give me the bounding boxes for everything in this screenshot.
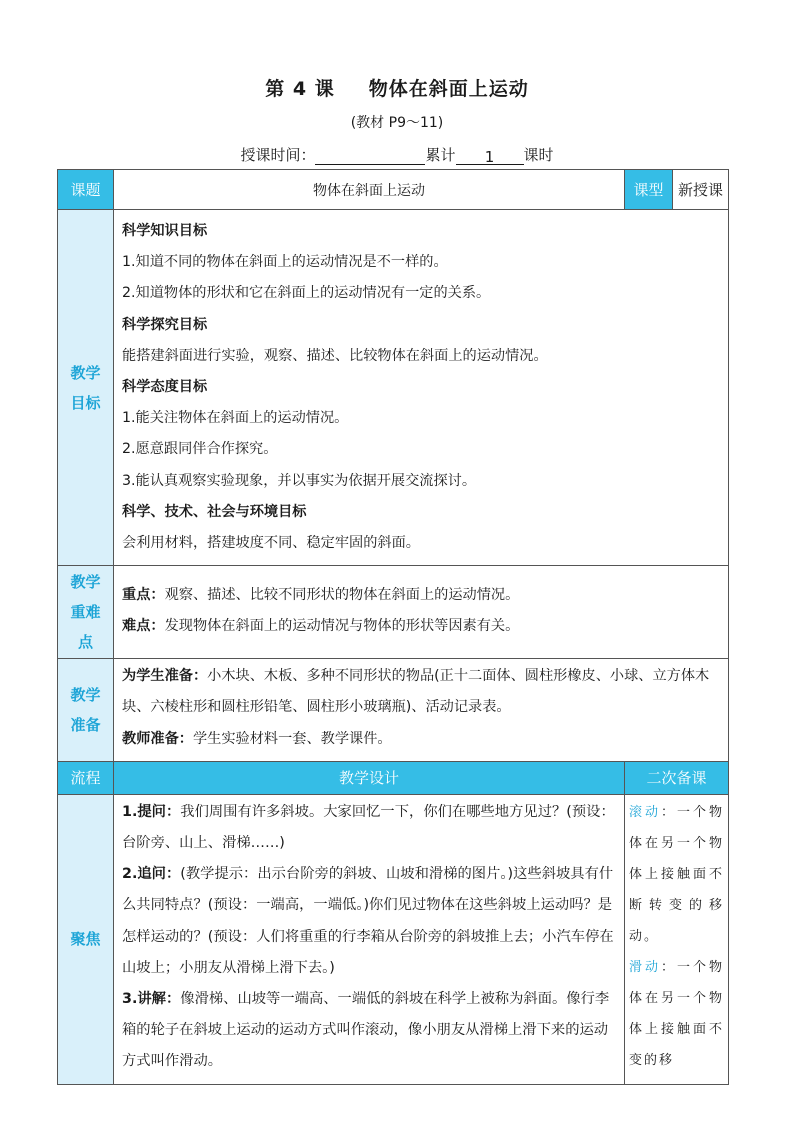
focus-explanation-text: 像滑梯、山坡等一端高、一端低的斜坡在科学上被称为斜面。像行李箱的轮子在斜坡上运动的运动方式叫作滚动，像小朋友从滑梯上滑下来的运动方式叫作滑动。 (122, 991, 610, 1070)
key-points-label-line3: 点 (77, 633, 93, 652)
lesson-type-label: 课型 (625, 170, 673, 210)
preparation-label-line1: 教学 (70, 686, 101, 705)
note-rolling-text: ：一个物体在另一个物体上接触面不断转变的移动。 (629, 804, 724, 944)
difficult-point-text: 发现物体在斜面上的运动情况与物体的形状等因素有关。 (164, 618, 520, 635)
inquiry-goal-title: 科学探究目标 (122, 316, 208, 333)
focus-explanation-label: 3.讲解： (122, 991, 181, 1008)
hours-label: 课时 (523, 146, 554, 164)
student-preparation-label: 为学生准备： (122, 668, 208, 685)
note-sliding-text: ：一个物体在另一个物体上接触面不变的移 (629, 959, 724, 1068)
focus-content (114, 794, 625, 1084)
lesson-title: 物体在斜面上运动 (368, 78, 529, 100)
key-point-text: 观察、描述、比较不同形状的物体在斜面上的运动情况。 (164, 587, 520, 604)
cumulative-value: 1 (456, 148, 524, 165)
process-header-row (58, 761, 729, 794)
key-points-label (58, 566, 114, 659)
key-point (122, 580, 720, 611)
lesson-number: 第 4 课 (265, 78, 335, 100)
topic-row (58, 170, 729, 210)
cumulative-label: 累计 (425, 146, 456, 164)
student-preparation (122, 661, 720, 723)
class-time-blank (315, 148, 425, 165)
process-header-flow: 流程 (58, 761, 114, 794)
focus-question-1-label: 1.提问： (122, 803, 181, 820)
note-sliding (629, 952, 724, 1076)
attitude-goal-1: 1.能关注物体在斜面上的运动情况。 (122, 410, 349, 427)
key-point-label: 重点： (122, 587, 165, 604)
knowledge-goal-1: 1.知道不同的物体在斜面上的运动情况是不一样的。 (122, 254, 448, 271)
preparation-row (58, 659, 729, 762)
process-header-design: 教学设计 (114, 761, 625, 794)
note-rolling (629, 797, 724, 952)
lesson-plan-table (57, 169, 729, 1085)
goals-row (58, 210, 729, 566)
student-preparation-text: 小木块、木板、多种不同形状的物品(正十二面体、圆柱形橡皮、小球、立方体木块、六棱柱形和圆柱形铅笔、圆柱形小玻璃瓶)、活动记录表。 (122, 668, 710, 716)
textbook-reference: (教材 P9～11) (350, 115, 444, 131)
lesson-type-value: 新授课 (673, 170, 729, 210)
note-rolling-term: 滚动 (629, 804, 661, 820)
difficult-point (122, 611, 720, 642)
goals-label-line1: 教学 (70, 363, 101, 382)
inquiry-goal-1: 能搭建斜面进行实验，观察、描述、比较物体在斜面上的运动情况。 (122, 347, 548, 364)
goals-label-line2: 目标 (70, 393, 101, 412)
knowledge-goal-2: 2.知道物体的形状和它在斜面上的运动情况有一定的关系。 (122, 285, 491, 302)
attitude-goal-3: 3.能认真观察实验现象，并以事实为依据开展交流探讨。 (122, 472, 477, 489)
key-points-label-line1: 教学 (70, 573, 101, 592)
goals-label (58, 210, 114, 566)
topic-label: 课题 (58, 170, 114, 210)
teacher-preparation-label: 教师准备： (122, 730, 193, 747)
focus-explanation (122, 984, 616, 1078)
lesson-title-line (0, 74, 794, 101)
focus-question-1 (122, 797, 616, 859)
difficult-point-label: 难点： (122, 618, 165, 635)
focus-label: 聚焦 (58, 794, 114, 1084)
preparation-label (58, 659, 114, 762)
key-points-content (114, 566, 729, 659)
focus-question-1-text: 我们周围有许多斜坡。大家回忆一下，你们在哪些地方见过？(预设：台阶旁、山上、滑梯……) (122, 803, 615, 852)
attitude-goal-2: 2.愿意跟同伴合作探究。 (122, 441, 278, 458)
class-time-label: 授课时间： (240, 146, 316, 164)
topic-value: 物体在斜面上运动 (114, 170, 625, 210)
focus-question-2-text: (教学提示：出示台阶旁的斜坡、山坡和滑梯的图片。)这些斜坡具有什么共同特点？(预设：一端高，一端低。)你们见过物体在这些斜坡上运动吗？是怎样运动的？(预设：人们将重重的行李箱从台阶旁的斜坡推上去；小汽车停在山坡上；小朋友从滑梯上滑下去。) (122, 866, 614, 976)
goals-content (114, 210, 729, 566)
second-prep-notes (625, 794, 729, 1084)
focus-question-2-label: 2.追问： (122, 866, 181, 883)
class-time-line (0, 144, 794, 165)
knowledge-goal-title: 科学知识目标 (122, 223, 208, 239)
teacher-preparation (122, 724, 720, 755)
teacher-preparation-text: 学生实验材料一套、教学课件。 (192, 730, 392, 747)
process-header-second-prep: 二次备课 (625, 761, 729, 794)
focus-question-2 (122, 859, 616, 984)
attitude-goal-title: 科学态度目标 (122, 379, 208, 396)
preparation-content (114, 659, 729, 762)
sts-goal-1: 会利用材料，搭建坡度不同、稳定牢固的斜面。 (122, 535, 420, 552)
preparation-label-line2: 准备 (70, 716, 101, 735)
key-points-label-line2: 重难 (70, 603, 101, 622)
sts-goal-title: 科学、技术、社会与环境目标 (122, 503, 307, 520)
key-points-row (58, 566, 729, 659)
note-sliding-term: 滑动 (629, 959, 661, 975)
focus-row (58, 794, 729, 1084)
